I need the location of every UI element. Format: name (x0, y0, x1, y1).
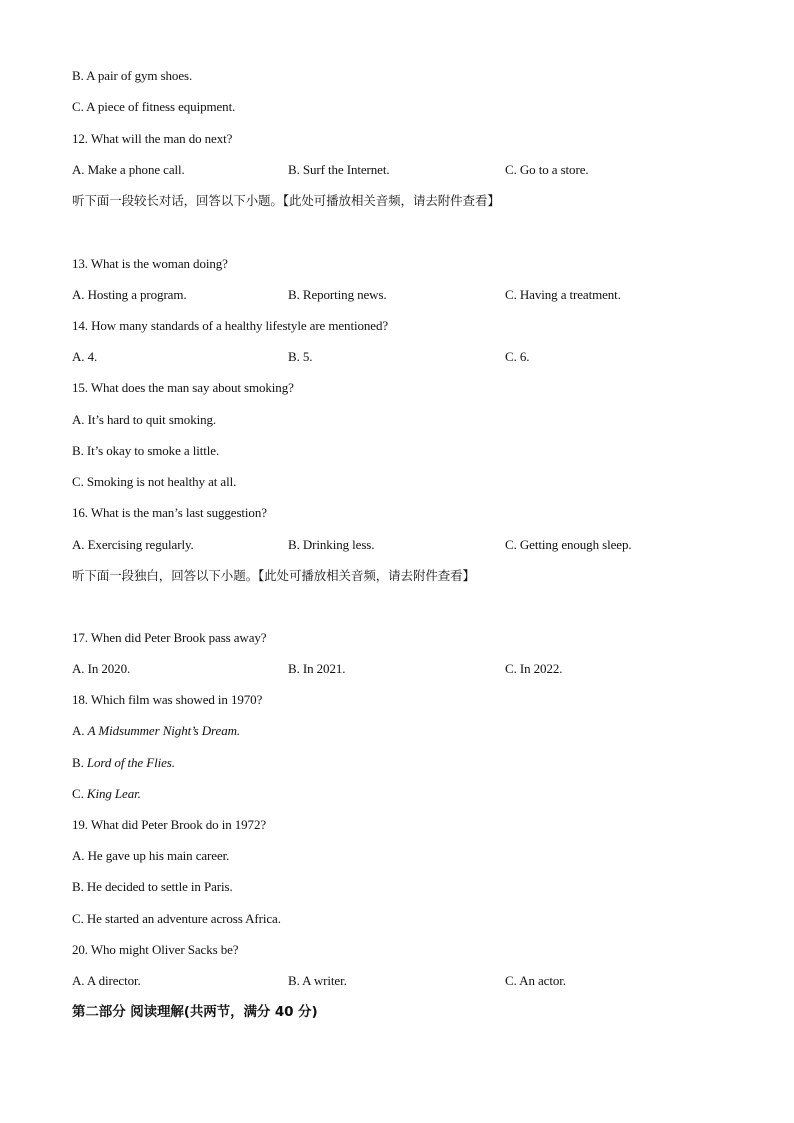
q12-option-a: A. Make a phone call. (72, 162, 185, 177)
q20-option-b: B. A writer. (288, 973, 347, 988)
q20-option-a: A. A director. (72, 973, 141, 988)
instruction-long-dialogue: 听下面一段较长对话，回答以下小题。【此处可播放相关音频，请去附件查看】 (72, 193, 500, 208)
q16-question: 16. What is the man’s last suggestion? (72, 505, 267, 520)
q19-option-c: C. He started an adventure across Africa. (72, 911, 281, 926)
q19-question: 19. What did Peter Brook do in 1972? (72, 817, 267, 832)
q20-question: 20. Who might Oliver Sacks be? (72, 942, 239, 957)
q17-question: 17. When did Peter Brook pass away? (72, 630, 267, 645)
q18-option-c-title: King Lear. (86, 786, 141, 801)
section-heading: 第二部分 阅读理解(共两节，满分 40 分) (72, 1004, 318, 1020)
q15-option-c: C. Smoking is not healthy at all. (72, 474, 237, 489)
q18-question: 18. Which film was showed in 1970? (72, 692, 263, 707)
q19-option-a: A. He gave up his main career. (72, 848, 230, 863)
q16-option-b: B. Drinking less. (288, 537, 375, 552)
q17-option-a: A. In 2020. (72, 661, 131, 676)
q16-option-c: C. Getting enough sleep. (505, 537, 632, 552)
q14-option-c: C. 6. (505, 349, 530, 364)
q13-option-b: B. Reporting news. (288, 287, 387, 302)
q16-option-a: A. Exercising regularly. (72, 537, 194, 552)
q13-question: 13. What is the woman doing? (72, 256, 228, 271)
q14-question: 14. How many standards of a healthy lifestyle are mentioned? (72, 318, 389, 333)
q12-option-c: C. Go to a store. (505, 162, 589, 177)
q18-option-a (72, 723, 240, 739)
q14-option-b: B. 5. (288, 349, 313, 364)
q13-option-a: A. Hosting a program. (72, 287, 187, 302)
q17-option-c: C. In 2022. (505, 661, 563, 676)
q11-option-c: C. A piece of fitness equipment. (72, 99, 236, 114)
q15-option-a: A. It’s hard to quit smoking. (72, 412, 217, 427)
q12-question: 12. What will the man do next? (72, 131, 233, 146)
q14-option-a: A. 4. (72, 349, 98, 364)
q18-option-b (72, 755, 175, 771)
q18-option-a-title: A Midsummer Night’s Dream. (87, 723, 241, 738)
q18-option-a-letter: A. (72, 723, 88, 738)
q11-option-b: B. A pair of gym shoes. (72, 68, 193, 83)
q18-option-c (72, 786, 141, 802)
q15-question: 15. What does the man say about smoking? (72, 380, 294, 395)
q15-option-b: B. It’s okay to smoke a little. (72, 443, 220, 458)
q12-option-b: B. Surf the Internet. (288, 162, 390, 177)
q18-option-c-letter: C. (72, 786, 87, 801)
q18-option-b-letter: B. (72, 755, 87, 770)
q19-option-b: B. He decided to settle in Paris. (72, 879, 233, 894)
q17-option-b: B. In 2021. (288, 661, 346, 676)
q18-option-b-title: Lord of the Flies. (86, 755, 175, 770)
q20-option-c: C. An actor. (505, 973, 566, 988)
q13-option-c: C. Having a treatment. (505, 287, 621, 302)
instruction-monologue: 听下面一段独白，回答以下小题。【此处可播放相关音频，请去附件查看】 (72, 568, 475, 583)
